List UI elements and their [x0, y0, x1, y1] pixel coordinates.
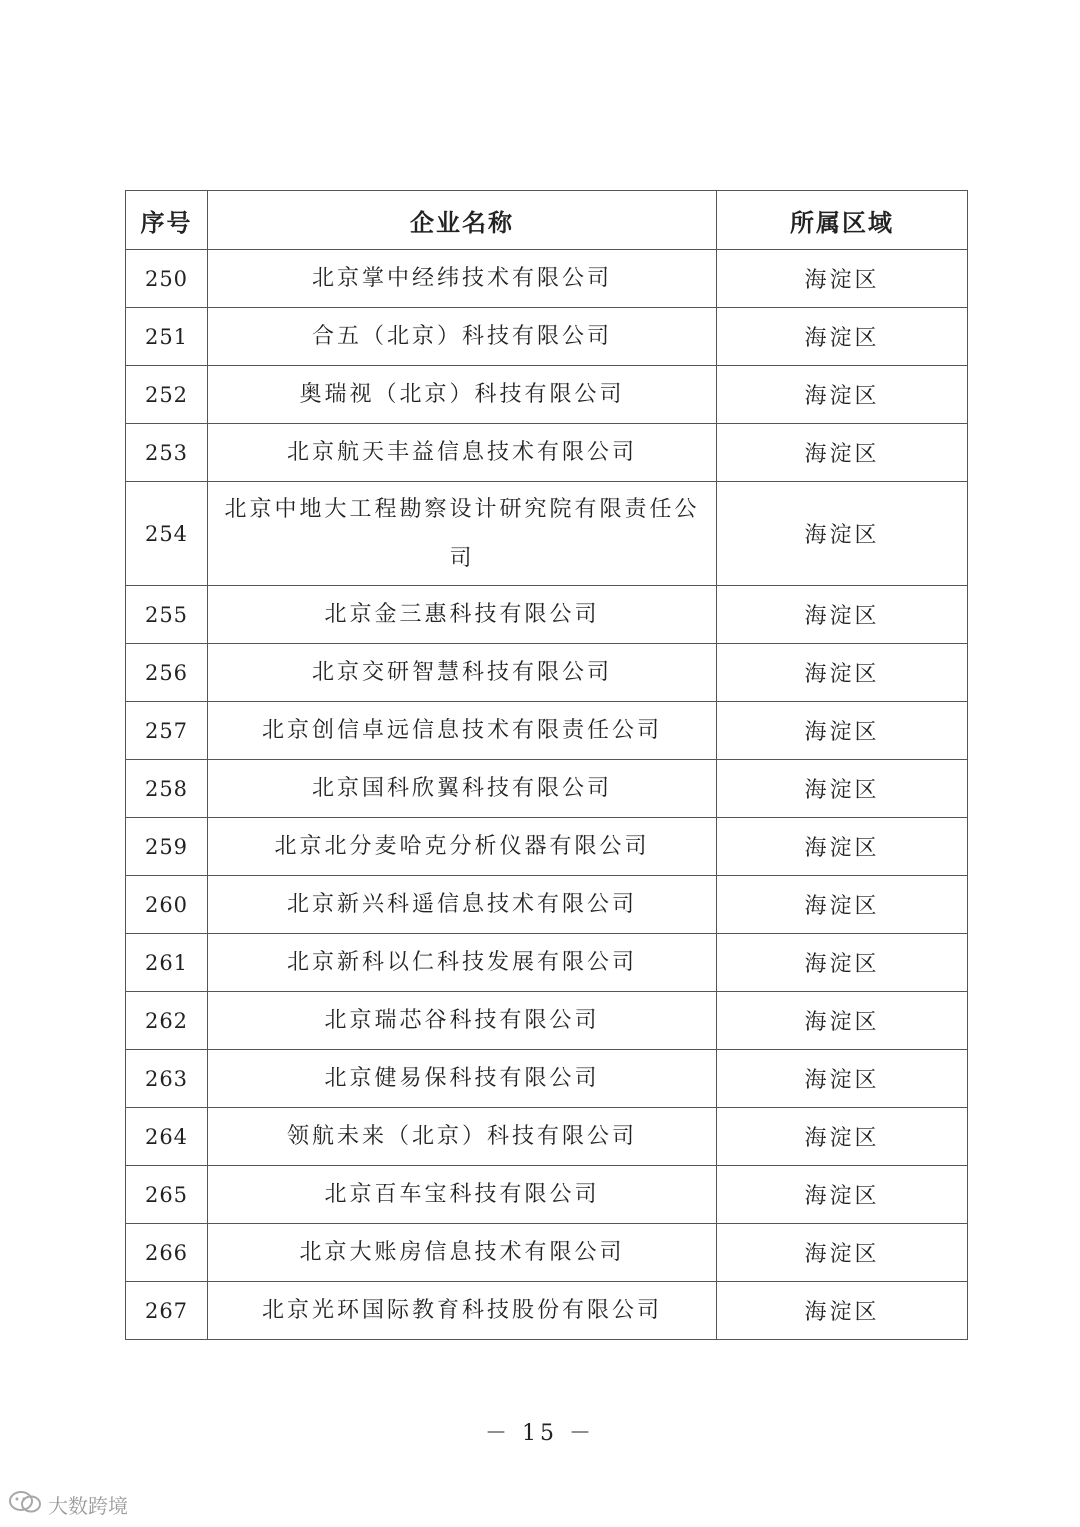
table-row: [126, 250, 968, 308]
table-row: [126, 424, 968, 482]
district: 海淀区: [717, 586, 968, 644]
row-num: 257: [126, 702, 208, 760]
table-row: [126, 1050, 968, 1108]
company-table: [125, 190, 968, 1340]
company-name: 奥瑞视（北京）科技有限公司: [208, 366, 717, 424]
table-row: [126, 644, 968, 702]
company-name: 合五（北京）科技有限公司: [208, 308, 717, 366]
district: 海淀区: [717, 702, 968, 760]
table-row: [126, 702, 968, 760]
row-num: 267: [126, 1282, 208, 1340]
district: 海淀区: [717, 644, 968, 702]
table-row: [126, 1166, 968, 1224]
district: 海淀区: [717, 1108, 968, 1166]
table-row: [126, 1282, 968, 1340]
row-num: 254: [126, 482, 208, 586]
row-num: 258: [126, 760, 208, 818]
table-row: [126, 586, 968, 644]
company-name: 北京掌中经纬技术有限公司: [208, 250, 717, 308]
header-name: 企业名称: [208, 191, 717, 250]
company-name: 北京北分麦哈克分析仪器有限公司: [208, 818, 717, 876]
row-num: 264: [126, 1108, 208, 1166]
district: 海淀区: [717, 934, 968, 992]
row-num: 251: [126, 308, 208, 366]
table-row: [126, 818, 968, 876]
company-name: 北京航天丰益信息技术有限公司: [208, 424, 717, 482]
company-name: 北京新科以仁科技发展有限公司: [208, 934, 717, 992]
row-num: 253: [126, 424, 208, 482]
company-name: 北京交研智慧科技有限公司: [208, 644, 717, 702]
district: 海淀区: [717, 818, 968, 876]
district: 海淀区: [717, 308, 968, 366]
row-num: 263: [126, 1050, 208, 1108]
watermark-text: 大数跨境: [48, 1494, 128, 1518]
row-num: 255: [126, 586, 208, 644]
table-row: [126, 876, 968, 934]
district: 海淀区: [717, 250, 968, 308]
row-num: 256: [126, 644, 208, 702]
company-name: 北京光环国际教育科技股份有限公司: [208, 1282, 717, 1340]
district: 海淀区: [717, 876, 968, 934]
header-num: 序号: [126, 191, 208, 250]
company-name: 北京创信卓远信息技术有限责任公司: [208, 702, 717, 760]
table-row: [126, 1108, 968, 1166]
row-num: 260: [126, 876, 208, 934]
table-row: [126, 992, 968, 1050]
company-name: 北京健易保科技有限公司: [208, 1050, 717, 1108]
company-name: 北京金三惠科技有限公司: [208, 586, 717, 644]
row-num: 262: [126, 992, 208, 1050]
district: 海淀区: [717, 1224, 968, 1282]
company-name: 北京百车宝科技有限公司: [208, 1166, 717, 1224]
company-name: 北京中地大工程勘察设计研究院有限责任公司: [208, 482, 717, 586]
row-num: 250: [126, 250, 208, 308]
row-num: 266: [126, 1224, 208, 1282]
row-num: 265: [126, 1166, 208, 1224]
company-name: 领航未来（北京）科技有限公司: [208, 1108, 717, 1166]
company-name: 北京新兴科遥信息技术有限公司: [208, 876, 717, 934]
table-row: [126, 482, 968, 586]
company-name: 北京国科欣翼科技有限公司: [208, 760, 717, 818]
header-row: [126, 191, 968, 250]
table-row: [126, 760, 968, 818]
row-num: 252: [126, 366, 208, 424]
header-district: 所属区域: [717, 191, 968, 250]
wechat-logo-icon: [8, 1490, 42, 1519]
page-number: － 15 －: [485, 1421, 595, 1446]
district: 海淀区: [717, 760, 968, 818]
table-row: [126, 1224, 968, 1282]
district: 海淀区: [717, 1050, 968, 1108]
district: 海淀区: [717, 1166, 968, 1224]
row-num: 259: [126, 818, 208, 876]
district: 海淀区: [717, 424, 968, 482]
row-num: 261: [126, 934, 208, 992]
district: 海淀区: [717, 482, 968, 586]
district: 海淀区: [717, 366, 968, 424]
table-row: [126, 934, 968, 992]
company-name: 北京大账房信息技术有限公司: [208, 1224, 717, 1282]
table-row: [126, 308, 968, 366]
district: 海淀区: [717, 992, 968, 1050]
company-name: 北京瑞芯谷科技有限公司: [208, 992, 717, 1050]
district: 海淀区: [717, 1282, 968, 1340]
watermark: [8, 1490, 128, 1519]
table-row: [126, 366, 968, 424]
